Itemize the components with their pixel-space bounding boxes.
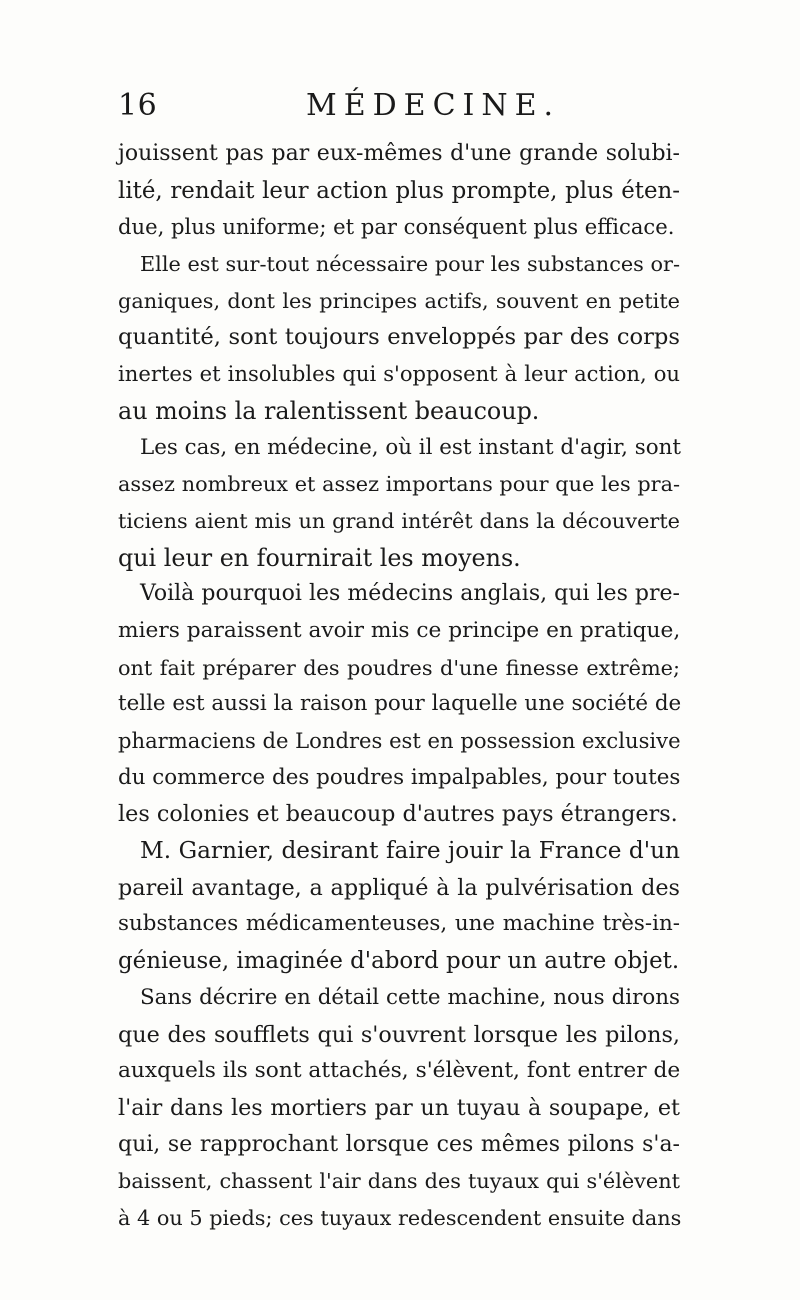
text-line: ticiens aient mis un grand intérêt dans la découverte [118,508,680,533]
text-line: auxquels ils sont attachés, s'élèvent, font entrer de [118,1058,681,1084]
text-line: qui leur en fournirait les moyens. [118,543,521,572]
text-line: l'air dans les mortiers par un tuyau à soupape, et [118,1094,680,1121]
text-line: que des soufflets qui s'ouvrent lorsque les pilons, [118,1021,680,1048]
text-line: M. Garnier, desirant faire jouir la France d'un [140,837,680,865]
text-line: substances médicamenteuses, une machine très-in- [118,911,680,937]
running-head: MÉDECINE. [306,88,561,123]
text-line: qui, se rapprochant lorsque ces mêmes pilons s'a- [118,1131,680,1157]
text-line: les colonies et beaucoup d'autres pays étrangers. [118,801,678,828]
page-header [118,88,678,132]
text-line: miers paraissent avoir mis ce principe en pratique, [118,617,681,643]
text-line: pharmaciens de Londres est en possession exclusive [118,728,681,753]
page-number: 16 [118,88,158,123]
text-line: lité, rendait leur action plus prompte, plus éten- [118,177,680,204]
body-text [118,136,680,1237]
text-line: jouissent pas par eux-mêmes d'une grande solubi- [118,141,680,166]
text-line: pareil avantage, a appliqué à la pulvérisation des [118,874,680,901]
text-line: assez nombreux et assez importans pour que les pra- [118,472,680,497]
text-line: due, plus uniforme; et par conséquent plus efficace. [118,214,675,240]
text-line: Sans décrire en détail cette machine, nous dirons [140,984,680,1010]
text-line: Voilà pourquoi les médecins anglais, qui les pre- [140,581,680,607]
text-line: telle est aussi la raison pour laquelle une société de [118,691,682,717]
text-line: inertes et insolubles qui s'opposent à leur action, ou [118,361,680,387]
text-line: à 4 ou 5 pieds; ces tuyaux redescendent ensuite dans [118,1205,682,1230]
text-line: quantité, sont toujours enveloppés par des corps [118,324,680,351]
text-line: du commerce des poudres impalpables, pour toutes [118,764,681,790]
text-line: au moins la ralentissent beaucoup. [118,396,540,425]
text-line: Les cas, en médecine, où il est instant d'agir, sont [140,434,681,460]
text-line: baissent, chassent l'air dans des tuyaux qui s'élèvent [118,1169,680,1194]
text-line: ont fait préparer des poudres d'une finesse extrême; [118,655,680,680]
text-line: Elle est sur-tout nécessaire pour les substances or- [140,252,680,277]
text-line: génieuse, imaginée d'abord pour un autre objet. [118,948,680,975]
text-line: ganiques, dont les principes actifs, souvent en petite [118,288,680,313]
